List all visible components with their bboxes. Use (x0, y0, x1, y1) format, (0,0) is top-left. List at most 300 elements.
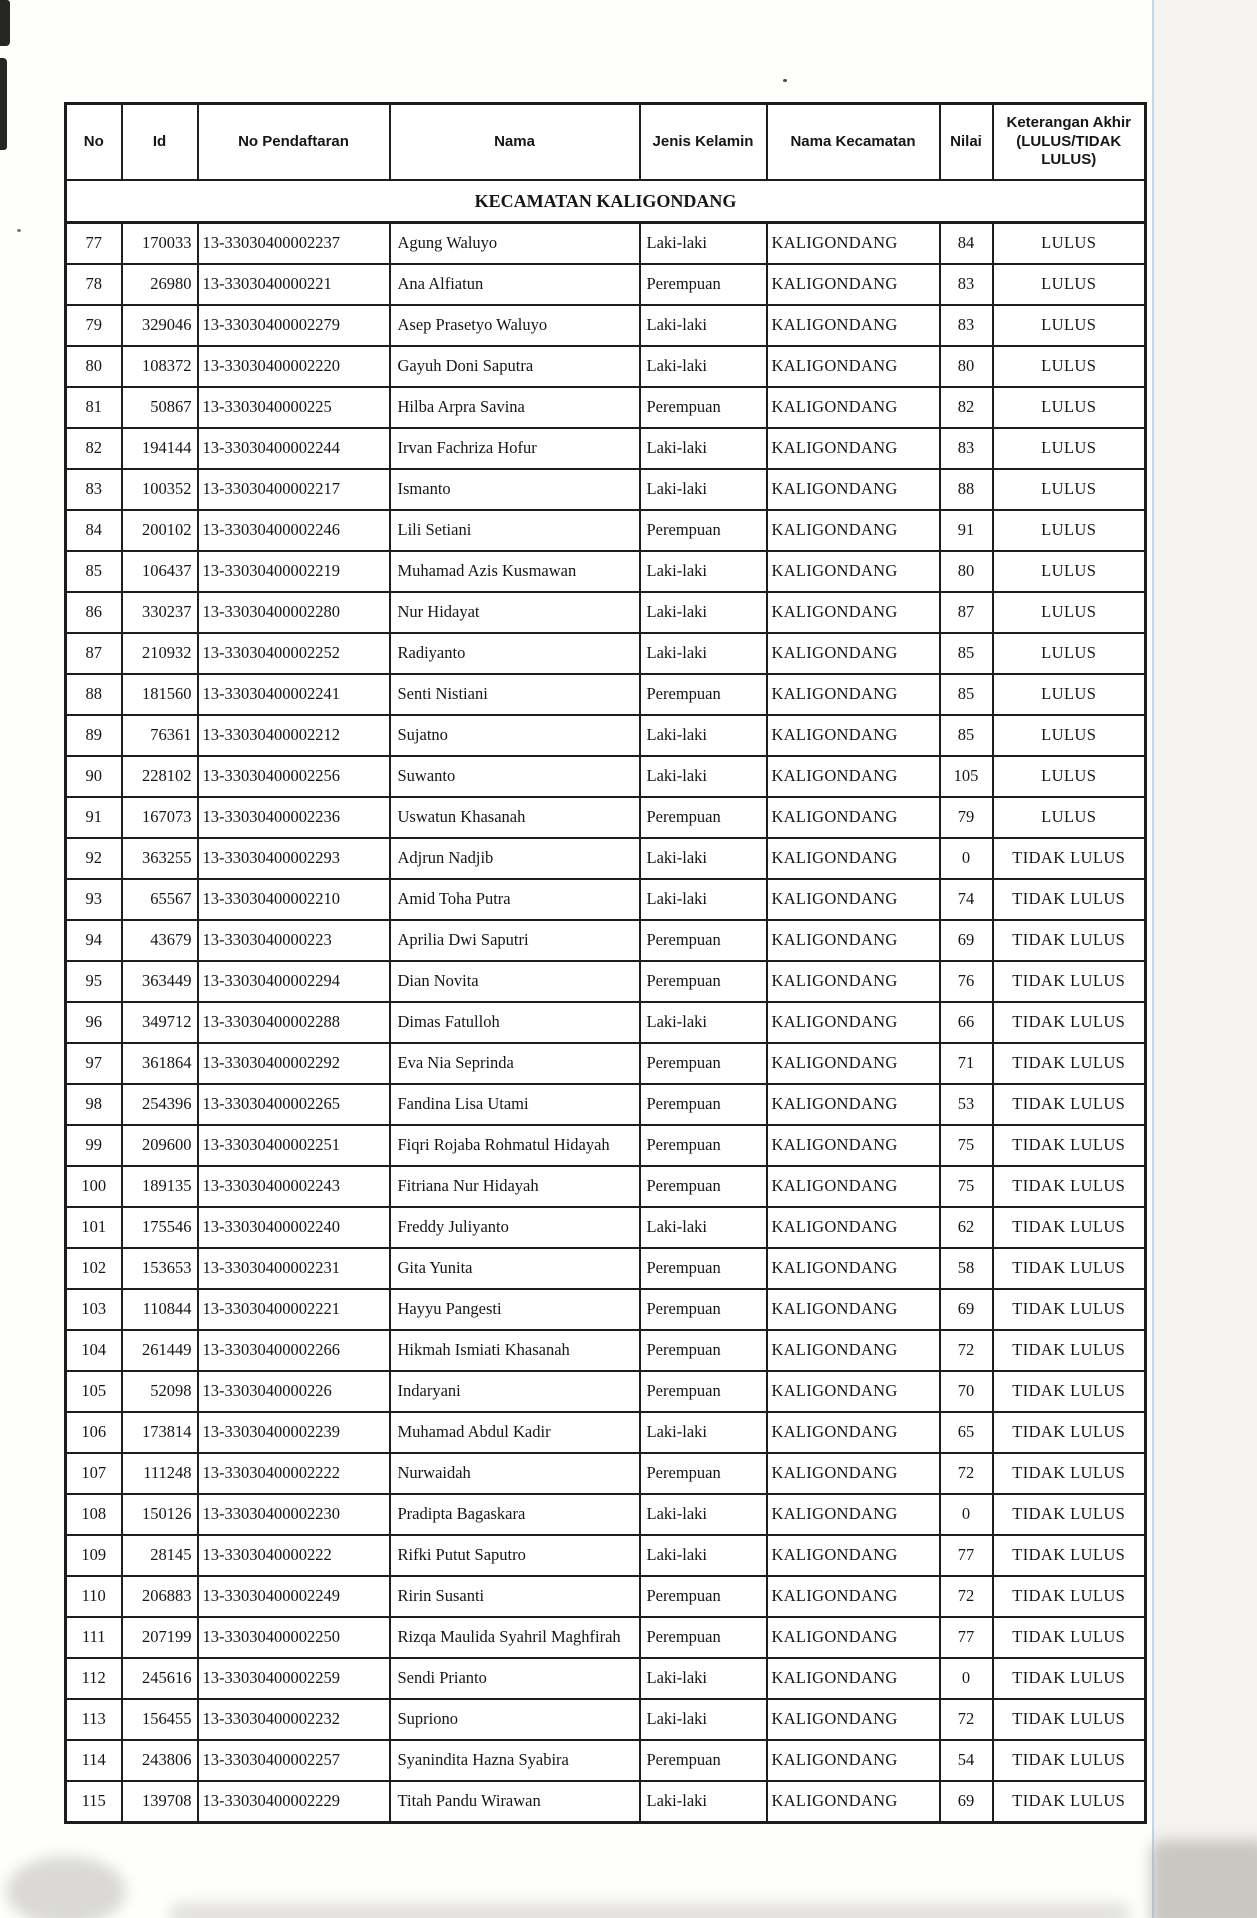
cell-no-pendaftaran: 13-33030400002243 (198, 1166, 390, 1207)
table-row (66, 551, 1146, 592)
cell-nama: Freddy Juliyanto (390, 1207, 640, 1248)
cell-id: 28145 (122, 1535, 198, 1576)
cell-nilai: 75 (940, 1166, 993, 1207)
cell-no-pendaftaran: 13-33030400002292 (198, 1043, 390, 1084)
cell-keterangan: TIDAK LULUS (993, 920, 1146, 961)
cell-nama: Nurwaidah (390, 1453, 640, 1494)
cell-keterangan: TIDAK LULUS (993, 1289, 1146, 1330)
cell-kecamatan: KALIGONDANG (767, 1043, 940, 1084)
cell-kecamatan: KALIGONDANG (767, 1617, 940, 1658)
cell-kecamatan: KALIGONDANG (767, 305, 940, 346)
cell-id: 245616 (122, 1658, 198, 1699)
cell-jenis-kelamin: Perempuan (640, 1166, 767, 1207)
cell-keterangan: TIDAK LULUS (993, 961, 1146, 1002)
cell-kecamatan: KALIGONDANG (767, 633, 940, 674)
cell-id: 194144 (122, 428, 198, 469)
cell-keterangan: LULUS (993, 797, 1146, 838)
cell-nama: Senti Nistiani (390, 674, 640, 715)
cell-keterangan: TIDAK LULUS (993, 1330, 1146, 1371)
table-row (66, 1166, 1146, 1207)
cell-no-pendaftaran: 13-33030400002266 (198, 1330, 390, 1371)
cell-jenis-kelamin: Perempuan (640, 264, 767, 305)
cell-kecamatan: KALIGONDANG (767, 1371, 940, 1412)
cell-id: 206883 (122, 1576, 198, 1617)
cell-nama: Radiyanto (390, 633, 640, 674)
cell-id: 189135 (122, 1166, 198, 1207)
cell-id: 50867 (122, 387, 198, 428)
cell-no-pendaftaran: 13-3303040000226 (198, 1371, 390, 1412)
cell-no-pendaftaran: 13-33030400002259 (198, 1658, 390, 1699)
cell-jenis-kelamin: Perempuan (640, 674, 767, 715)
cell-no-pendaftaran: 13-3303040000222 (198, 1535, 390, 1576)
cell-no: 89 (66, 715, 122, 756)
cell-no: 98 (66, 1084, 122, 1125)
cell-keterangan: TIDAK LULUS (993, 1576, 1146, 1617)
table-row (66, 1658, 1146, 1699)
cell-nilai: 83 (940, 305, 993, 346)
cell-id: 228102 (122, 756, 198, 797)
cell-kecamatan: KALIGONDANG (767, 1576, 940, 1617)
table-row (66, 510, 1146, 551)
cell-nilai: 84 (940, 223, 993, 265)
cell-no: 93 (66, 879, 122, 920)
cell-id: 173814 (122, 1412, 198, 1453)
cell-no-pendaftaran: 13-33030400002239 (198, 1412, 390, 1453)
cell-nilai: 77 (940, 1617, 993, 1658)
cell-keterangan: TIDAK LULUS (993, 1166, 1146, 1207)
cell-no: 115 (66, 1781, 122, 1823)
cell-no: 85 (66, 551, 122, 592)
col-nilai: Nilai (940, 104, 993, 181)
cell-nilai: 80 (940, 551, 993, 592)
cell-keterangan: LULUS (993, 715, 1146, 756)
cell-kecamatan: KALIGONDANG (767, 1412, 940, 1453)
cell-kecamatan: KALIGONDANG (767, 1699, 940, 1740)
cell-kecamatan: KALIGONDANG (767, 879, 940, 920)
cell-id: 210932 (122, 633, 198, 674)
cell-kecamatan: KALIGONDANG (767, 510, 940, 551)
cell-no: 97 (66, 1043, 122, 1084)
section-row (66, 180, 1146, 223)
cell-jenis-kelamin: Perempuan (640, 1740, 767, 1781)
cell-no: 83 (66, 469, 122, 510)
cell-kecamatan: KALIGONDANG (767, 1330, 940, 1371)
cell-id: 156455 (122, 1699, 198, 1740)
cell-no-pendaftaran: 13-33030400002256 (198, 756, 390, 797)
cell-id: 153653 (122, 1248, 198, 1289)
cell-jenis-kelamin: Laki-laki (640, 223, 767, 265)
cell-no: 113 (66, 1699, 122, 1740)
cell-no-pendaftaran: 13-33030400002288 (198, 1002, 390, 1043)
cell-nilai: 80 (940, 346, 993, 387)
cell-kecamatan: KALIGONDANG (767, 1289, 940, 1330)
cell-kecamatan: KALIGONDANG (767, 1535, 940, 1576)
cell-no: 82 (66, 428, 122, 469)
cell-jenis-kelamin: Perempuan (640, 920, 767, 961)
cell-nama: Ismanto (390, 469, 640, 510)
cell-nama: Indaryani (390, 1371, 640, 1412)
table-row (66, 1371, 1146, 1412)
cell-nama: Lili Setiani (390, 510, 640, 551)
table-row (66, 674, 1146, 715)
cell-nilai: 66 (940, 1002, 993, 1043)
cell-keterangan: TIDAK LULUS (993, 1658, 1146, 1699)
cell-jenis-kelamin: Laki-laki (640, 1658, 767, 1699)
table-row (66, 633, 1146, 674)
col-keterangan-akhir: Keterangan Akhir (LULUS/TIDAK LULUS) (993, 104, 1146, 181)
cell-no-pendaftaran: 13-33030400002232 (198, 1699, 390, 1740)
table-row (66, 1453, 1146, 1494)
cell-id: 65567 (122, 879, 198, 920)
cell-nama: Nur Hidayat (390, 592, 640, 633)
cell-nama: Hayyu Pangesti (390, 1289, 640, 1330)
cell-id: 26980 (122, 264, 198, 305)
cell-jenis-kelamin: Laki-laki (640, 346, 767, 387)
cell-keterangan: TIDAK LULUS (993, 1412, 1146, 1453)
cell-no: 105 (66, 1371, 122, 1412)
cell-nama: Muhamad Azis Kusmawan (390, 551, 640, 592)
cell-nama: Amid Toha Putra (390, 879, 640, 920)
table-row (66, 387, 1146, 428)
cell-no-pendaftaran: 13-33030400002217 (198, 469, 390, 510)
cell-nama: Gayuh Doni Saputra (390, 346, 640, 387)
cell-jenis-kelamin: Perempuan (640, 1330, 767, 1371)
cell-keterangan: LULUS (993, 387, 1146, 428)
cell-no: 99 (66, 1125, 122, 1166)
cell-jenis-kelamin: Perempuan (640, 797, 767, 838)
cell-jenis-kelamin: Perempuan (640, 1371, 767, 1412)
cell-keterangan: LULUS (993, 633, 1146, 674)
cell-keterangan: LULUS (993, 264, 1146, 305)
cell-no: 78 (66, 264, 122, 305)
cell-no-pendaftaran: 13-33030400002220 (198, 346, 390, 387)
cell-id: 170033 (122, 223, 198, 265)
cell-keterangan: LULUS (993, 469, 1146, 510)
cell-nilai: 0 (940, 838, 993, 879)
cell-id: 76361 (122, 715, 198, 756)
table-row (66, 756, 1146, 797)
cell-nilai: 88 (940, 469, 993, 510)
cell-nilai: 87 (940, 592, 993, 633)
cell-id: 329046 (122, 305, 198, 346)
cell-nama: Titah Pandu Wirawan (390, 1781, 640, 1823)
col-nama-kecamatan: Nama Kecamatan (767, 104, 940, 181)
table-row (66, 1576, 1146, 1617)
cell-id: 200102 (122, 510, 198, 551)
cell-no: 80 (66, 346, 122, 387)
table-row (66, 1330, 1146, 1371)
cell-jenis-kelamin: Perempuan (640, 510, 767, 551)
cell-nama: Fandina Lisa Utami (390, 1084, 640, 1125)
cell-kecamatan: KALIGONDANG (767, 592, 940, 633)
cell-jenis-kelamin: Laki-laki (640, 428, 767, 469)
cell-no: 103 (66, 1289, 122, 1330)
table-row (66, 1207, 1146, 1248)
table-row (66, 428, 1146, 469)
cell-kecamatan: KALIGONDANG (767, 1781, 940, 1823)
cell-keterangan: TIDAK LULUS (993, 1002, 1146, 1043)
cell-no-pendaftaran: 13-33030400002210 (198, 879, 390, 920)
cell-id: 181560 (122, 674, 198, 715)
table-row (66, 469, 1146, 510)
cell-jenis-kelamin: Laki-laki (640, 1412, 767, 1453)
table-row (66, 1289, 1146, 1330)
cell-jenis-kelamin: Perempuan (640, 1453, 767, 1494)
cell-no-pendaftaran: 13-33030400002257 (198, 1740, 390, 1781)
cell-nama: Irvan Fachriza Hofur (390, 428, 640, 469)
cell-kecamatan: KALIGONDANG (767, 756, 940, 797)
cell-kecamatan: KALIGONDANG (767, 920, 940, 961)
cell-id: 330237 (122, 592, 198, 633)
cell-nilai: 70 (940, 1371, 993, 1412)
cell-no-pendaftaran: 13-33030400002221 (198, 1289, 390, 1330)
cell-keterangan: TIDAK LULUS (993, 1125, 1146, 1166)
cell-nilai: 74 (940, 879, 993, 920)
cell-nama: Hikmah Ismiati Khasanah (390, 1330, 640, 1371)
cell-no: 91 (66, 797, 122, 838)
cell-kecamatan: KALIGONDANG (767, 715, 940, 756)
cell-kecamatan: KALIGONDANG (767, 1248, 940, 1289)
cell-id: 261449 (122, 1330, 198, 1371)
section-title: KECAMATAN KALIGONDANG (66, 180, 1146, 223)
cell-nilai: 77 (940, 1535, 993, 1576)
cell-nama: Uswatun Khasanah (390, 797, 640, 838)
cell-keterangan: TIDAK LULUS (993, 1781, 1146, 1823)
cell-nilai: 53 (940, 1084, 993, 1125)
cell-keterangan: LULUS (993, 756, 1146, 797)
cell-id: 243806 (122, 1740, 198, 1781)
cell-keterangan: TIDAK LULUS (993, 1084, 1146, 1125)
cell-keterangan: TIDAK LULUS (993, 1207, 1146, 1248)
cell-no: 95 (66, 961, 122, 1002)
cell-nama: Supriono (390, 1699, 640, 1740)
cell-nama: Suwanto (390, 756, 640, 797)
cell-no-pendaftaran: 13-33030400002249 (198, 1576, 390, 1617)
cell-nama: Dimas Fatulloh (390, 1002, 640, 1043)
scan-smudge (170, 1902, 1130, 1918)
cell-id: 111248 (122, 1453, 198, 1494)
cell-nilai: 0 (940, 1494, 993, 1535)
cell-no: 107 (66, 1453, 122, 1494)
cell-id: 207199 (122, 1617, 198, 1658)
cell-nilai: 72 (940, 1330, 993, 1371)
cell-id: 106437 (122, 551, 198, 592)
cell-id: 139708 (122, 1781, 198, 1823)
table-row (66, 346, 1146, 387)
cell-jenis-kelamin: Laki-laki (640, 469, 767, 510)
cell-nama: Muhamad Abdul Kadir (390, 1412, 640, 1453)
cell-no: 90 (66, 756, 122, 797)
cell-no-pendaftaran: 13-33030400002265 (198, 1084, 390, 1125)
cell-jenis-kelamin: Perempuan (640, 1248, 767, 1289)
cell-no: 79 (66, 305, 122, 346)
table-row (66, 1002, 1146, 1043)
cell-id: 209600 (122, 1125, 198, 1166)
cell-no: 88 (66, 674, 122, 715)
cell-kecamatan: KALIGONDANG (767, 1125, 940, 1166)
scanner-edge-line (1152, 0, 1154, 1918)
cell-no-pendaftaran: 13-33030400002293 (198, 838, 390, 879)
cell-jenis-kelamin: Laki-laki (640, 305, 767, 346)
exam-results-table (64, 102, 1147, 1824)
table-row (66, 1617, 1146, 1658)
cell-id: 167073 (122, 797, 198, 838)
cell-id: 108372 (122, 346, 198, 387)
cell-keterangan: LULUS (993, 592, 1146, 633)
cell-id: 363255 (122, 838, 198, 879)
cell-nilai: 72 (940, 1576, 993, 1617)
cell-no-pendaftaran: 13-3303040000223 (198, 920, 390, 961)
cell-nilai: 54 (940, 1740, 993, 1781)
cell-no: 87 (66, 633, 122, 674)
cell-keterangan: LULUS (993, 510, 1146, 551)
cell-kecamatan: KALIGONDANG (767, 1166, 940, 1207)
cell-keterangan: LULUS (993, 223, 1146, 265)
cell-keterangan: TIDAK LULUS (993, 1043, 1146, 1084)
cell-id: 43679 (122, 920, 198, 961)
cell-no-pendaftaran: 13-33030400002231 (198, 1248, 390, 1289)
cell-no-pendaftaran: 13-33030400002246 (198, 510, 390, 551)
table-row (66, 305, 1146, 346)
cell-kecamatan: KALIGONDANG (767, 1494, 940, 1535)
cell-no: 108 (66, 1494, 122, 1535)
cell-nilai: 79 (940, 797, 993, 838)
cell-no-pendaftaran: 13-33030400002237 (198, 223, 390, 265)
cell-jenis-kelamin: Perempuan (640, 1576, 767, 1617)
cell-nama: Rifki Putut Saputro (390, 1535, 640, 1576)
cell-keterangan: LULUS (993, 346, 1146, 387)
cell-nilai: 72 (940, 1453, 993, 1494)
cell-keterangan: TIDAK LULUS (993, 879, 1146, 920)
cell-keterangan: LULUS (993, 428, 1146, 469)
table-row (66, 1535, 1146, 1576)
cell-jenis-kelamin: Perempuan (640, 1617, 767, 1658)
col-no: No (66, 104, 122, 181)
cell-no-pendaftaran: 13-33030400002241 (198, 674, 390, 715)
cell-jenis-kelamin: Laki-laki (640, 1207, 767, 1248)
cell-nama: Ririn Susanti (390, 1576, 640, 1617)
cell-kecamatan: KALIGONDANG (767, 1207, 940, 1248)
cell-nilai: 75 (940, 1125, 993, 1166)
cell-nilai: 72 (940, 1699, 993, 1740)
cell-no: 101 (66, 1207, 122, 1248)
cell-nama: Sujatno (390, 715, 640, 756)
cell-nama: Fitriana Nur Hidayah (390, 1166, 640, 1207)
cell-jenis-kelamin: Perempuan (640, 387, 767, 428)
cell-jenis-kelamin: Laki-laki (640, 1494, 767, 1535)
cell-nilai: 85 (940, 633, 993, 674)
cell-nama: Fiqri Rojaba Rohmatul Hidayah (390, 1125, 640, 1166)
scan-smudge (6, 1856, 126, 1918)
table-row (66, 838, 1146, 879)
cell-kecamatan: KALIGONDANG (767, 223, 940, 265)
cell-no: 86 (66, 592, 122, 633)
cell-jenis-kelamin: Laki-laki (640, 1781, 767, 1823)
cell-nilai: 85 (940, 715, 993, 756)
cell-nilai: 71 (940, 1043, 993, 1084)
cell-keterangan: TIDAK LULUS (993, 1494, 1146, 1535)
cell-nilai: 82 (940, 387, 993, 428)
cell-no: 84 (66, 510, 122, 551)
cell-kecamatan: KALIGONDANG (767, 1658, 940, 1699)
cell-kecamatan: KALIGONDANG (767, 551, 940, 592)
cell-no: 81 (66, 387, 122, 428)
cell-no: 111 (66, 1617, 122, 1658)
cell-nilai: 91 (940, 510, 993, 551)
cell-kecamatan: KALIGONDANG (767, 264, 940, 305)
cell-nilai: 69 (940, 1781, 993, 1823)
table-row (66, 223, 1146, 265)
table-row (66, 715, 1146, 756)
cell-no: 77 (66, 223, 122, 265)
table-row (66, 1740, 1146, 1781)
cell-jenis-kelamin: Laki-laki (640, 1699, 767, 1740)
cell-id: 361864 (122, 1043, 198, 1084)
cell-id: 52098 (122, 1371, 198, 1412)
cell-nilai: 69 (940, 1289, 993, 1330)
cell-keterangan: LULUS (993, 305, 1146, 346)
table-row (66, 879, 1146, 920)
cell-keterangan: LULUS (993, 551, 1146, 592)
scan-speck (17, 229, 21, 232)
cell-no: 106 (66, 1412, 122, 1453)
cell-kecamatan: KALIGONDANG (767, 428, 940, 469)
cell-nama: Syanindita Hazna Syabira (390, 1740, 640, 1781)
cell-keterangan: LULUS (993, 674, 1146, 715)
cell-id: 110844 (122, 1289, 198, 1330)
table-row (66, 797, 1146, 838)
cell-no-pendaftaran: 13-33030400002219 (198, 551, 390, 592)
cell-nilai: 76 (940, 961, 993, 1002)
cell-kecamatan: KALIGONDANG (767, 1740, 940, 1781)
cell-id: 363449 (122, 961, 198, 1002)
cell-no: 94 (66, 920, 122, 961)
col-id: Id (122, 104, 198, 181)
cell-nama: Hilba Arpra Savina (390, 387, 640, 428)
cell-kecamatan: KALIGONDANG (767, 797, 940, 838)
cell-kecamatan: KALIGONDANG (767, 469, 940, 510)
cell-no-pendaftaran: 13-33030400002252 (198, 633, 390, 674)
table-row (66, 1699, 1146, 1740)
cell-no-pendaftaran: 13-3303040000225 (198, 387, 390, 428)
cell-kecamatan: KALIGONDANG (767, 1084, 940, 1125)
table-body (66, 180, 1146, 1823)
cell-kecamatan: KALIGONDANG (767, 1453, 940, 1494)
table-row (66, 592, 1146, 633)
table-row (66, 920, 1146, 961)
cell-no: 110 (66, 1576, 122, 1617)
cell-no: 112 (66, 1658, 122, 1699)
cell-no-pendaftaran: 13-33030400002236 (198, 797, 390, 838)
cell-jenis-kelamin: Laki-laki (640, 879, 767, 920)
cell-id: 349712 (122, 1002, 198, 1043)
cell-no-pendaftaran: 13-33030400002279 (198, 305, 390, 346)
cell-id: 150126 (122, 1494, 198, 1535)
cell-no: 102 (66, 1248, 122, 1289)
cell-no-pendaftaran: 13-3303040000221 (198, 264, 390, 305)
cell-kecamatan: KALIGONDANG (767, 674, 940, 715)
scan-mark-top-left (0, 58, 7, 150)
cell-no-pendaftaran: 13-33030400002250 (198, 1617, 390, 1658)
cell-nama: Rizqa Maulida Syahril Maghfirah (390, 1617, 640, 1658)
cell-nilai: 69 (940, 920, 993, 961)
cell-keterangan: TIDAK LULUS (993, 838, 1146, 879)
cell-keterangan: TIDAK LULUS (993, 1453, 1146, 1494)
cell-nama: Ana Alfiatun (390, 264, 640, 305)
cell-jenis-kelamin: Laki-laki (640, 756, 767, 797)
table-row (66, 961, 1146, 1002)
cell-jenis-kelamin: Perempuan (640, 1289, 767, 1330)
